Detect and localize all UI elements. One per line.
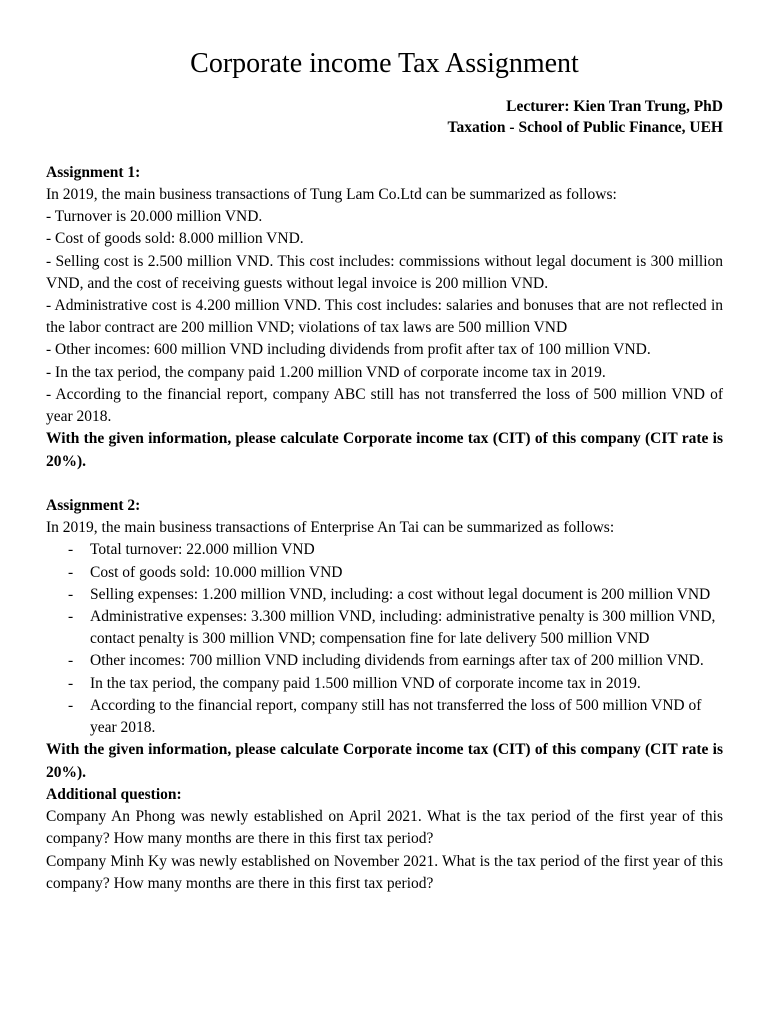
assignment-2-item-text: Administrative expenses: 3.300 million VND, including: administrative penalty is 300 million VND, contact penalty is 300 million VND; compensation fine for late delivery 500 million VND (90, 608, 716, 648)
assignment-2-heading: Assignment 2: (46, 497, 141, 515)
assignment-2-item (46, 584, 723, 606)
assignment-2-item-text: In the tax period, the company paid 1.500 million VND of corporate income tax in 2019. (90, 674, 641, 692)
dash-bullet: - (68, 608, 74, 626)
lecturer-line: Lecturer: Kien Tran Trung, PhD (506, 98, 723, 115)
assignment-1-item: - Other incomes: 600 million VND including dividends from profit after tax of 100 million VND. (46, 341, 651, 359)
assignment-2-item (46, 562, 723, 584)
assignment-1-item: - Cost of goods sold: 8.000 million VND. (46, 230, 304, 248)
assignment-2-item-text: Total turnover: 22.000 million VND (90, 541, 315, 559)
dash-bullet: - (68, 696, 74, 714)
assignment-2-item (46, 673, 723, 695)
assignment-1-question: With the given information, please calculate Corporate income tax (CIT) of this company (CIT rate is 20%). (46, 430, 723, 470)
additional-question-1: Company An Phong was newly established on April 2021. What is the tax period of the first year of this company? How many months are there in this first tax period? (46, 808, 723, 848)
assignment-1-item: - Administrative cost is 4.200 million VND. This cost includes: salaries and bonuses that are not reflected in the labor contract are 200 million VND; violations of tax laws are 500 million VND (46, 297, 723, 337)
dash-bullet: - (68, 541, 74, 559)
assignment-1-item: - According to the financial report, company ABC still has not transferred the loss of 500 million VND of year 2018. (46, 385, 723, 426)
additional-question (46, 784, 723, 895)
assignment-2-item (46, 606, 723, 650)
assignment-1-item: - In the tax period, the company paid 1.200 million VND of corporate income tax in 2019. (46, 363, 606, 381)
department-line: Taxation - School of Public Finance, UEH (447, 119, 723, 136)
assignment-2 (46, 495, 723, 784)
assignment-2-list (46, 539, 723, 739)
dash-bullet: - (68, 585, 74, 603)
document-title: Corporate income Tax Assignment (190, 48, 579, 79)
assignment-1-heading: Assignment 1: (46, 164, 141, 181)
dash-bullet: - (68, 652, 74, 670)
assignment-2-item-text: Selling expenses: 1.200 million VND, including: a cost without legal document is 200 million VND (90, 585, 711, 603)
document-header-meta (46, 96, 723, 138)
additional-question-heading: Additional question: (46, 786, 182, 804)
assignment-2-item-text: According to the financial report, company still has not transferred the loss of 500 million VND of year 2018. (90, 696, 702, 737)
dash-bullet: - (68, 563, 74, 581)
assignment-2-item (46, 650, 723, 672)
assignment-2-question: With the given information, please calculate Corporate income tax (CIT) of this company (CIT rate is 20%). (46, 741, 723, 781)
assignment-1-intro: In 2019, the main business transactions of Tung Lam Co.Ltd can be summarized as follows: (46, 186, 617, 203)
assignment-2-intro: In 2019, the main business transactions of Enterprise An Tai can be summarized as follows: (46, 519, 615, 537)
additional-question-2: Company Minh Ky was newly established on November 2021. What is the tax period of the first year of this company? How many months are there in this first tax period? (46, 852, 723, 892)
assignment-1-item: - Selling cost is 2.500 million VND. This cost includes: commissions without legal document is 300 million VND, and the cost of receiving guests without legal invoice is 200 million VND. (46, 252, 723, 292)
assignment-2-item (46, 695, 723, 739)
dash-bullet: - (68, 674, 74, 692)
assignment-2-item-text: Other incomes: 700 million VND including dividends from earnings after tax of 200 million VND. (90, 652, 704, 670)
assignment-1 (46, 162, 723, 473)
assignment-2-item (46, 539, 723, 561)
assignment-1-item: - Turnover is 20.000 million VND. (46, 208, 263, 226)
assignment-2-item-text: Cost of goods sold: 10.000 million VND (90, 563, 343, 581)
